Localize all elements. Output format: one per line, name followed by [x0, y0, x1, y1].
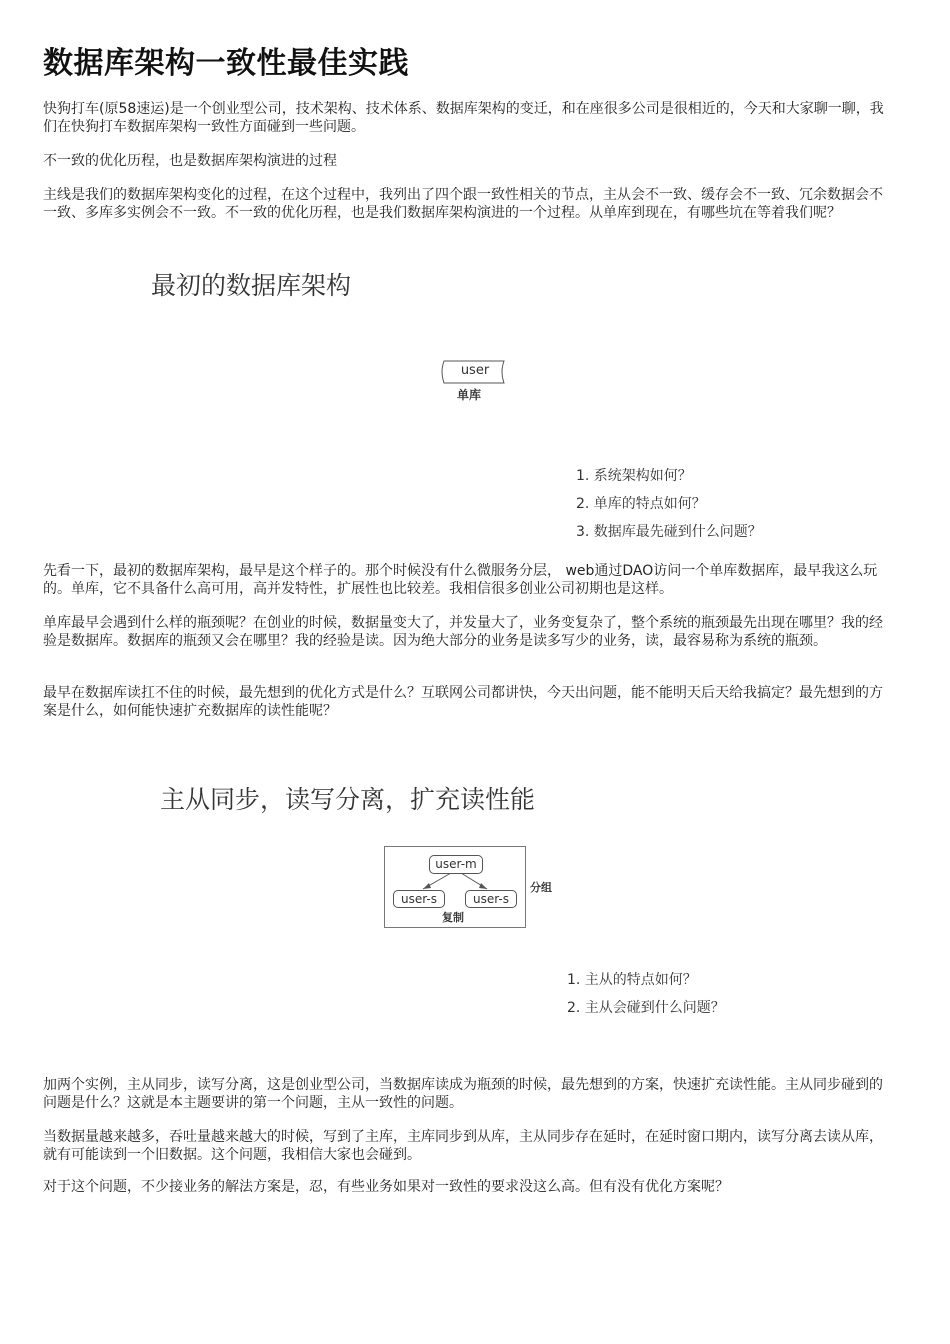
page-title: 数据库架构一致性最佳实践 — [43, 46, 409, 81]
single-db-diagram — [430, 358, 520, 408]
paragraph-read-scaling: 最早在数据库读扛不住的时候，最先想到的优化方式是什么？互联网公司都讲快，今天出问题，能不能明天后天给我搞定？最先想到的方案是什么，如何能快速扩充数据库的读性能呢？ — [43, 685, 883, 719]
user-node-label: user — [460, 363, 490, 378]
single-db-caption: 单库 — [457, 388, 482, 402]
slave-node-2: user-s — [465, 890, 517, 908]
list-item: 2. 主从会碰到什么问题？ — [567, 1000, 725, 1016]
paragraph-subtitle: 不一致的优化历程，也是数据库架构演进的过程 — [43, 153, 337, 169]
paragraph-tolerate: 对于这个问题，不少接业务的解法方案是，忍，有些业务如果对一致性的要求没这么高。但有没有优化方案呢？ — [43, 1179, 729, 1195]
paragraph-master-slave: 加两个实例，主从同步，读写分离，这是创业型公司，当数据库读成为瓶颈的时候，最先想到的方案，快速扩充读性能。主从同步碰到的问题是什么？这就是本主题要讲的第一个问题，主从一致性的问题。 — [43, 1077, 883, 1111]
paragraph-bottleneck: 单库最早会遇到什么样的瓶颈呢？在创业的时候，数据量变大了，并发量大了，业务变复杂了，整个系统的瓶颈最先出现在哪里？我的经验是数据库。数据库的瓶颈又会在哪里？我的经验是读。因为绝大部分的业务是读多写少的业务，读，最容易称为系统的瓶颈。 — [43, 615, 883, 649]
paragraph-replication-lag: 当数据量越来越多，吞吐量越来越大的时候，写到了主库，主库同步到从库，主从同步存在延时，在延时窗口期内，读写分离去读从库，就有可能读到一个旧数据。这个问题，我相信大家也会碰到。 — [43, 1129, 883, 1163]
master-slave-diagram — [384, 846, 526, 928]
list-item: 1. 主从的特点如何？ — [567, 972, 697, 988]
figure2-heading: 主从同步，读写分离，扩充读性能 — [160, 785, 536, 814]
paragraph-intro: 快狗打车(原58速运)是一个创业型公司，技术架构、技术体系、数据库架构的变迁，和在座很多公司是很相近的，今天和大家聊一聊，我们在快狗打车数据库架构一致性方面碰到一些问题。 — [43, 101, 884, 135]
group-label: 分组 — [530, 881, 552, 894]
list-item: 2. 单库的特点如何？ — [576, 496, 706, 512]
replicate-label: 复制 — [442, 911, 464, 924]
figure1-question-list — [576, 462, 762, 546]
figure1-heading: 最初的数据库架构 — [151, 271, 352, 300]
list-item: 1. 系统架构如何？ — [576, 468, 692, 484]
paragraph-initial-architecture: 先看一下，最初的数据库架构，最早是这个样子的。那个时候没有什么微服务分层， web通过DAO访问一个单库数据库，最早我这么玩的。单库，它不具备什么高可用，高并发特性，扩展性也比较差。我相信很多创业公司初期也是这样。 — [43, 563, 878, 597]
figure2-question-list — [567, 966, 725, 1022]
list-item: 3. 数据库最先碰到什么问题？ — [576, 524, 762, 540]
paragraph-mainline: 主线是我们的数据库架构变化的过程，在这个过程中，我列出了四个跟一致性相关的节点，主从会不一致、缓存会不一致、冗余数据会不一致、多库多实例会不一致。不一致的优化历程，也是我们数据库架构演进的一个过程。从单库到现在，有哪些坑在等着我们呢？ — [43, 187, 883, 221]
slave-node-1: user-s — [393, 890, 445, 908]
master-node: user-m — [429, 855, 483, 874]
